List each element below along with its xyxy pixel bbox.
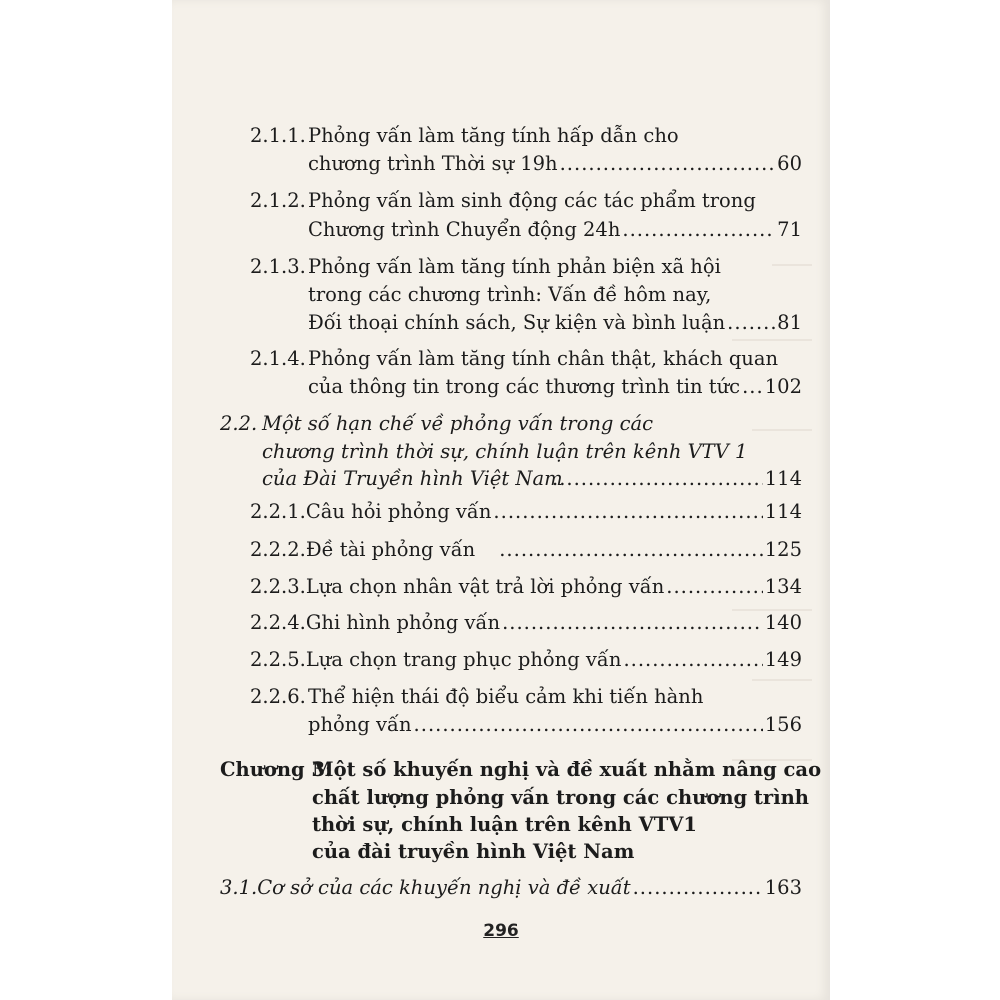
toc-section-2-2-cont2: [262, 467, 563, 491]
entry-title-line: Lựa chọn trang phục phỏng vấn: [305, 648, 622, 671]
section-title: Cơ sở của các khuyến nghị và đề xuất: [257, 876, 631, 899]
entry-title-line: Ghi hình phỏng vấn: [305, 611, 501, 634]
dot-leader: [502, 611, 763, 635]
toc-entry-2-2-3: [250, 575, 802, 599]
entry-number: 2.1.3.: [250, 255, 306, 278]
page-ref: 125: [764, 538, 802, 561]
chapter-title-line: Một số khuyến nghị và đề xuất nhằm nâng cao: [312, 758, 822, 781]
page-ref: 156: [764, 713, 802, 736]
dot-leader: [493, 500, 762, 524]
entry-title-line: Đối thoại chính sách, Sự kiện và bình luận: [308, 311, 726, 334]
page-ref: 149: [764, 648, 802, 671]
entry-title-line: Lựa chọn nhân vật trả lời phỏng vấn: [305, 575, 665, 598]
dot-leader: [552, 467, 763, 491]
dot-leader: [727, 311, 775, 335]
toc-entry-2-1-1-leader: [308, 152, 802, 176]
toc-entry-2-2-2: [250, 538, 802, 562]
page-ref: 140: [764, 611, 802, 634]
chapter-title-line: của đài truyền hình Việt Nam: [312, 840, 635, 863]
entry-title-line: trong các chương trình: Vấn đề hôm nay,: [308, 283, 712, 306]
page-ref: 102: [764, 375, 802, 398]
toc-entry-2-2-5: [250, 648, 802, 672]
section-title-line: của Đài Truyền hình Việt Nam: [262, 467, 563, 490]
entry-title-line: Phỏng vấn làm tăng tính hấp dẫn cho: [308, 124, 679, 147]
page-ref: 134: [764, 575, 802, 598]
dot-leader: [623, 648, 762, 672]
entry-number: 2.1.1.: [250, 124, 306, 147]
toc-entry-2-1-3-leader: [308, 311, 802, 335]
dot-leader: [622, 218, 775, 242]
section-title-line: Một số hạn chế về phỏng vấn trong các: [262, 412, 654, 435]
chapter-3-line-3: [312, 813, 697, 837]
entry-number: 2.2.2.: [250, 538, 306, 561]
section-title-line: chương trình thời sự, chính luận trên kênh VTV 1: [262, 440, 748, 463]
dot-leader: [666, 575, 763, 599]
toc-entry-2-1-3-cont: [308, 283, 711, 307]
toc-entry-2-1-2-leader: [308, 218, 802, 242]
entry-number: 2.2.4.: [250, 611, 306, 634]
entry-title-line: chương trình Thời sự 19h: [308, 152, 558, 175]
entry-title-line: Câu hỏi phỏng vấn: [305, 500, 492, 523]
page-ref: 163: [764, 876, 802, 899]
entry-number: 2.2.5.: [250, 648, 306, 671]
toc-entry-2-2-6-leader: [308, 713, 802, 737]
entry-title-line: Chương trình Chuyển động 24h: [308, 218, 621, 241]
entry-number: 2.2.1.: [250, 500, 306, 523]
entry-title-line: phỏng vấn: [308, 713, 412, 736]
chapter-label: Chương 3:: [220, 758, 333, 781]
dot-leader: [742, 375, 763, 399]
toc-entry-2-2-1: [250, 500, 802, 524]
page-ref: 60: [777, 152, 802, 175]
entry-title-line: Phỏng vấn làm tăng tính phản biện xã hội: [308, 255, 721, 278]
page-ref: 71: [777, 218, 802, 241]
entry-title-line: Thể hiện thái độ biểu cảm khi tiến hành: [308, 685, 704, 708]
entry-title-line: của thông tin trong các thương trình tin tức: [308, 375, 741, 398]
entry-title-line: Phỏng vấn làm sinh động các tác phẩm trong: [308, 189, 756, 212]
entry-number: 2.2.3.: [250, 575, 306, 598]
page-ref: 114: [764, 467, 802, 490]
page-ref: 81: [777, 311, 802, 334]
page-ref: 114: [764, 500, 802, 523]
book-page: [172, 0, 830, 1000]
chapter-title-line: thời sự, chính luận trên kênh VTV1: [312, 813, 697, 836]
entry-title-line: Phỏng vấn làm tăng tính chân thật, khách quan: [308, 347, 779, 370]
entry-number: 2.1.4.: [250, 347, 306, 370]
dot-leader: [499, 538, 763, 562]
dot-leader: [414, 713, 763, 737]
section-number: 2.2.: [220, 412, 258, 435]
page-number: 296: [483, 921, 519, 941]
dot-leader: [633, 876, 763, 900]
toc-section-3-1: [220, 876, 802, 900]
toc-entry-2-2-4: [250, 611, 802, 635]
entry-title-line: Đề tài phỏng vấn: [305, 538, 476, 561]
entry-number: 2.1.2.: [250, 189, 306, 212]
chapter-title-line: chất lượng phỏng vấn trong các chương trình: [312, 786, 809, 809]
dot-leader: [560, 152, 776, 176]
toc-section-2-2-cont: [262, 440, 747, 464]
section-number: 3.1.: [220, 876, 258, 899]
entry-number: 2.2.6.: [250, 685, 306, 708]
toc-section-2-2-leader: [550, 467, 802, 491]
chapter-3-line-2: [312, 786, 809, 810]
chapter-3-line-4: [312, 840, 634, 864]
toc-entry-2-1-4-leader: [308, 375, 802, 399]
